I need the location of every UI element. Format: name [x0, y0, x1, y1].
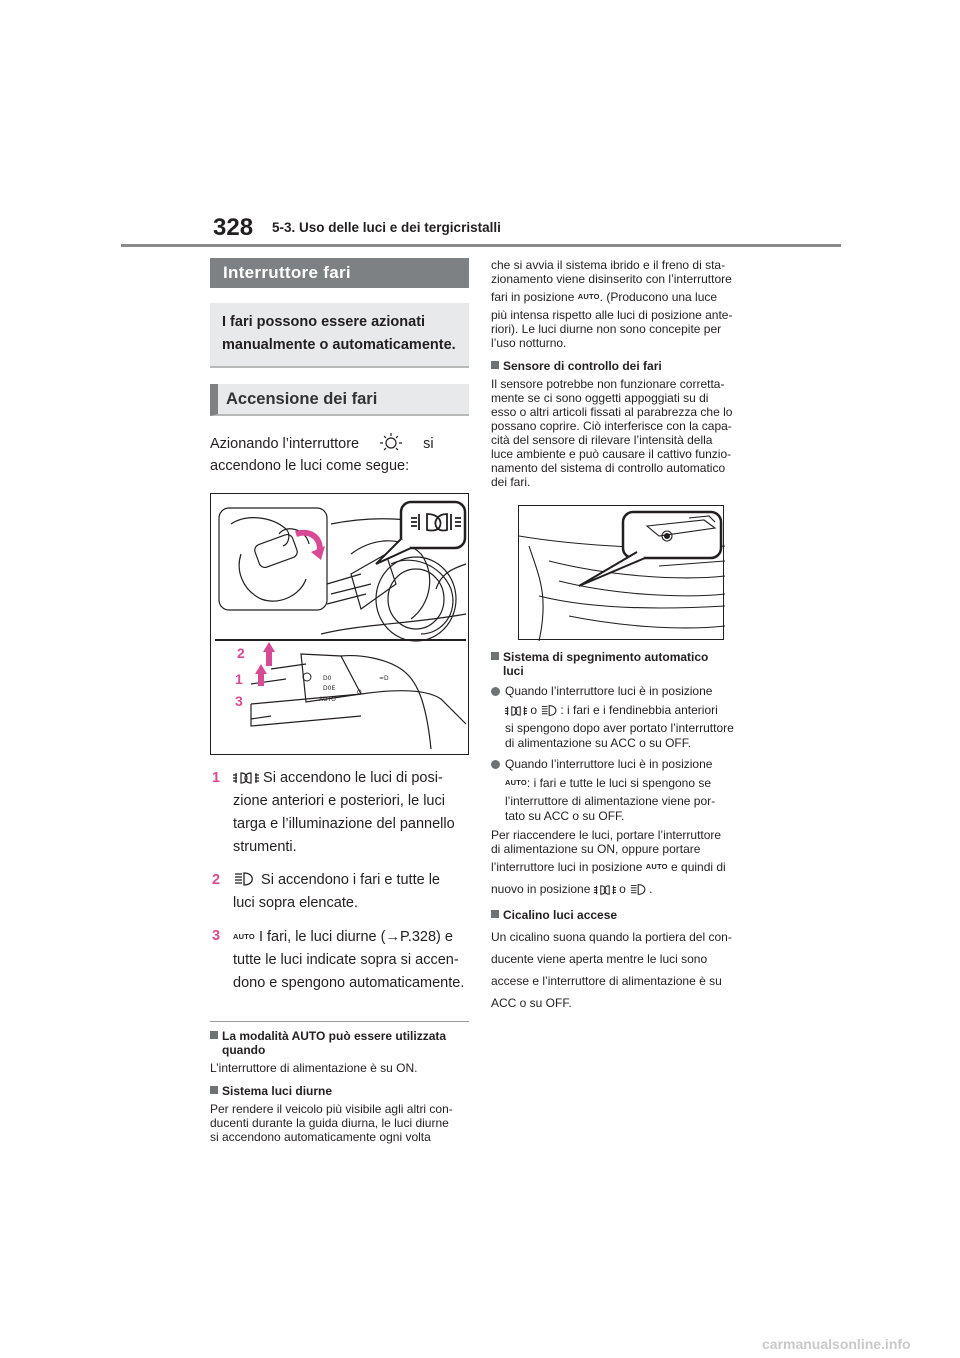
headlight-icon [233, 871, 257, 887]
text-line: Un cicalino suona quando la portiera del con- [491, 930, 732, 944]
step-number: 1 [212, 770, 221, 786]
svg-text:O: O [357, 689, 362, 696]
note-title [491, 650, 751, 678]
bullet-item [491, 757, 751, 824]
svg-text:D0: D0 [323, 675, 332, 682]
text-line: di alimentazione su ON, oppure portare [491, 842, 701, 856]
text-line: che si avvia il sistema ibrido e il freno di sta- [491, 258, 726, 272]
intro-text-a: Azionando l’interruttore [210, 436, 360, 452]
svg-text:D0E: D0E [323, 685, 336, 692]
auto-icon: AUTO [505, 778, 527, 787]
svg-text:≈D: ≈D [379, 675, 389, 682]
note-title-line: Sistema di spegnimento automatico [503, 650, 709, 664]
section-title: Accensione dei fari [210, 384, 469, 416]
auto-icon: AUTO [577, 292, 600, 301]
intro-text [210, 431, 469, 477]
drl-continued [491, 258, 751, 350]
headlight-icon [629, 883, 649, 896]
step-text: targa e l’illuminazione del pannello [233, 816, 455, 832]
text-line: mente se ci sono oggetti appoggiati su di [491, 391, 709, 405]
note-title-line: Sensore di controllo dei fari [503, 359, 662, 373]
note-title [210, 1084, 469, 1098]
sensor-body [491, 377, 751, 489]
step-text: Si accendono i fari e tutte le [261, 872, 440, 888]
text-line: cità del sensore di rilevare l’intensità della [491, 433, 713, 447]
note-title-line: Sistema luci diurne [222, 1084, 333, 1098]
text-line: Quando l’interruttore luci è in posizione [505, 757, 713, 771]
running-header: 5-3. Uso delle luci e dei tergicristalli [272, 220, 501, 235]
step-number: 3 [212, 928, 221, 944]
text-line: Per riaccendere le luci, portare l’interruttore [491, 828, 722, 842]
text-line: l’interruttore luci in posizione AUTO e quindi di [491, 860, 726, 874]
step-text: zione anteriori e posteriori, le luci [233, 793, 445, 809]
text-line: o : i fari e i fendinebbia anteriori [505, 699, 751, 721]
text-line: namento del sistema di controllo automatico [491, 461, 726, 475]
text-line: luce ambiente e può causare il cattivo funzio- [491, 447, 732, 461]
text-line: di alimentazione su ACC o su OFF. [505, 736, 692, 750]
label-1: 1 [235, 671, 243, 687]
step-3 [210, 925, 469, 995]
note-title [491, 359, 751, 373]
relight-body [491, 828, 751, 900]
auto-icon: AUTO [233, 932, 255, 941]
step-text: tutte le luci indicate sopra si accen- [233, 952, 459, 968]
step-2 [210, 869, 469, 915]
text-line: riori). Le luci diurne non sono concepite per [491, 322, 722, 336]
note-body-line: si accendono automaticamente ogni volta [210, 1130, 431, 1144]
text-line: zionamento viene disinserito con l’interruttore [491, 272, 732, 286]
summary-box [210, 303, 469, 368]
text-line: AUTO: i fari e tutte le luci si spengono se [505, 776, 712, 790]
text-line: si spengono dopo aver portato l’interruttore [505, 721, 734, 735]
text-line: Il sensore potrebbe non funzionare corretta- [491, 377, 725, 391]
text-line: ACC o su OFF. [491, 996, 572, 1010]
lever-auto-label: AUTO [319, 696, 336, 703]
arrow-ref: → [385, 929, 400, 945]
text-line: ducente viene aperta mentre le luci sono [491, 952, 708, 966]
note-title [210, 1029, 469, 1057]
text-line: nuovo in posizione o . [491, 882, 653, 896]
note-body: L’interruttore di alimentazione è su ON. [210, 1061, 418, 1075]
note-title-line: Cicalino luci accese [503, 908, 618, 922]
summary-line: I fari possono essere azionati [222, 314, 426, 330]
lever-illustration [210, 493, 469, 755]
buzzer-body [491, 926, 751, 1014]
watermark: carmanualsonline.info [762, 1336, 911, 1352]
light-switch-icon [379, 431, 403, 453]
header-rule [121, 244, 841, 247]
label-2: 2 [237, 645, 245, 661]
position-lights-icon [233, 771, 259, 785]
note-title-line: quando [222, 1043, 266, 1057]
step-1 [210, 767, 469, 859]
text-line: Quando l’interruttore luci è in posizione [505, 684, 713, 698]
note-title-line: luci [503, 664, 524, 678]
note-title [491, 908, 751, 922]
text-line: l’interruttore di alimentazione viene por- [505, 794, 716, 808]
headlight-icon [540, 704, 560, 717]
right-column [491, 258, 751, 1014]
position-lights-icon [505, 705, 527, 717]
step-text: dono e spengono automaticamente. [233, 975, 465, 991]
auto-icon: AUTO [645, 862, 668, 871]
step-text: Si accendono le luci di posi- [263, 770, 443, 786]
text-line: fari in posizione AUTO. (Producono una luce [491, 290, 718, 304]
bullet-item [491, 684, 751, 751]
label-3: 3 [235, 693, 243, 709]
text-line: accese e l’interruttore di alimentazione è su [491, 974, 722, 988]
sensor-illustration [518, 505, 724, 640]
text-line: possano coprire. Ciò interferisce con la capa- [491, 419, 732, 433]
note-body-line: ducenti durante la guida diurna, le luci diurne [210, 1116, 449, 1130]
text-line: tato su ACC o su OFF. [505, 809, 625, 823]
intro-text-c: accendono le luci come segue: [210, 458, 410, 474]
note-body-line: Per rendere il veicolo più visibile agli altri con- [210, 1102, 453, 1116]
position-lights-icon [594, 884, 616, 896]
intro-text-b: si [423, 436, 434, 452]
step-number: 2 [212, 872, 221, 888]
chapter-title: Interruttore fari [210, 258, 469, 288]
text-line: dei fari. [491, 475, 531, 489]
step-text: P.328) e [399, 929, 453, 945]
left-column [210, 258, 469, 1144]
note-body [210, 1102, 469, 1144]
text-line: l’uso notturno. [491, 336, 567, 350]
step-text: I fari, le luci diurne ( [258, 929, 386, 945]
step-text: strumenti. [233, 839, 297, 855]
text-line: esso o altri articoli fissati al parabrezza che lo [491, 405, 733, 419]
notes-divider [210, 1021, 469, 1022]
text-line: più intensa rispetto alle luci di posizione ante- [491, 308, 733, 322]
step-text: luci sopra elencate. [233, 895, 358, 911]
summary-line: manualmente o automaticamente. [222, 337, 456, 353]
note-title-line: La modalità AUTO può essere utilizzata [222, 1029, 447, 1043]
page-number: 328 [213, 214, 254, 241]
